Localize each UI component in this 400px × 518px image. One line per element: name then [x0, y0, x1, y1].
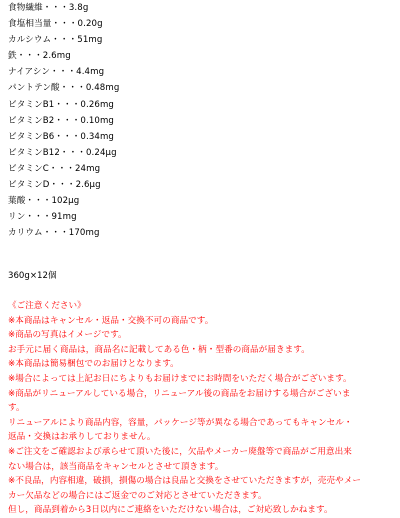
notice-line: ※本商品は簡易梱包でのお届けとなります。: [8, 359, 179, 370]
nutrition-row-vitamin-b12: ビタミンB12・・・0.24μg: [8, 147, 117, 158]
nutrition-row-folic-acid: 葉酸・・・102μg: [8, 196, 80, 207]
package-quantity: 360g×12個: [8, 271, 57, 281]
notice-heading: 《ご注意ください》: [8, 301, 86, 311]
nutrition-row-vitamin-d: ビタミンD・・・2.6μg: [8, 180, 101, 191]
nutrition-row-phosphorus: リン・・・91mg: [8, 212, 77, 223]
notice-line: ※場合によっては上記お日にちよりもお届けまでにお時間をいただく場合がございます。: [8, 373, 352, 384]
notice-line: ※不良品，内容相違，破損，損傷の場合は良品と交換をさせていただきますが，売売やメー: [8, 476, 362, 487]
nutrition-row-calcium: カルシウム・・・51mg: [8, 35, 103, 46]
notice-line: リニューアルにより商品内容，容量，パッケージ等が異なる場合であってもキャンセル・: [8, 417, 353, 428]
caution-notice: [8, 299, 396, 518]
notice-line: ※ご注文をご確認および承らせて頂いた後に，欠品やメーカー廃盤等で商品がご用意出来: [8, 446, 352, 457]
nutrition-facts-list: [8, 0, 388, 241]
notice-line: 但し，商品到着から3日以内にご連絡をいただけない場合は，ご対応致しかねます。: [8, 505, 333, 516]
nutrition-row-vitamin-b1: ビタミンB1・・・0.26mg: [8, 99, 114, 110]
notice-line: 返品・交換はお承りしておりません。: [8, 432, 156, 443]
nutrition-row-salt: 食塩相当量・・・0.20g: [8, 19, 103, 30]
notice-line: カー欠品などの場合にはご返金でのご対応とさせていただきます。: [8, 490, 267, 501]
nutrition-row-iron: 鉄・・・2.6mg: [8, 51, 71, 62]
notice-line: ※商品の写真はイメージです。: [8, 330, 127, 341]
nutrition-row-vitamin-b6: ビタミンB6・・・0.34mg: [8, 131, 114, 142]
nutrition-row-vitamin-b2: ビタミンB2・・・0.10mg: [8, 115, 114, 126]
notice-line: お手元に届く商品は，商品名に記載してある色・柄・型番の商品が届きます。: [8, 344, 310, 355]
nutrition-row-dietary-fiber: 食物繊維・・・3.8g: [8, 3, 89, 13]
nutrition-row-pantothenic-acid: パントテン酸・・・0.48mg: [8, 83, 120, 94]
notice-line: ※本商品はキャンセル・返品・交換不可の商品です。: [8, 315, 214, 326]
notice-line: す。: [8, 403, 25, 414]
notice-line: ※商品がリニューアルしている場合，リニューアル後の商品をお届けする場合がございま: [8, 388, 351, 399]
nutrition-row-potassium: カリウム・・・170mg: [8, 228, 100, 239]
nutrition-row-niacin: ナイアシン・・・4.4mg: [8, 67, 105, 78]
nutrition-row-vitamin-c: ビタミンC・・・24mg: [8, 163, 101, 174]
notice-line: ない場合は，該当商品をキャンセルとさせて頂きます。: [8, 461, 224, 472]
